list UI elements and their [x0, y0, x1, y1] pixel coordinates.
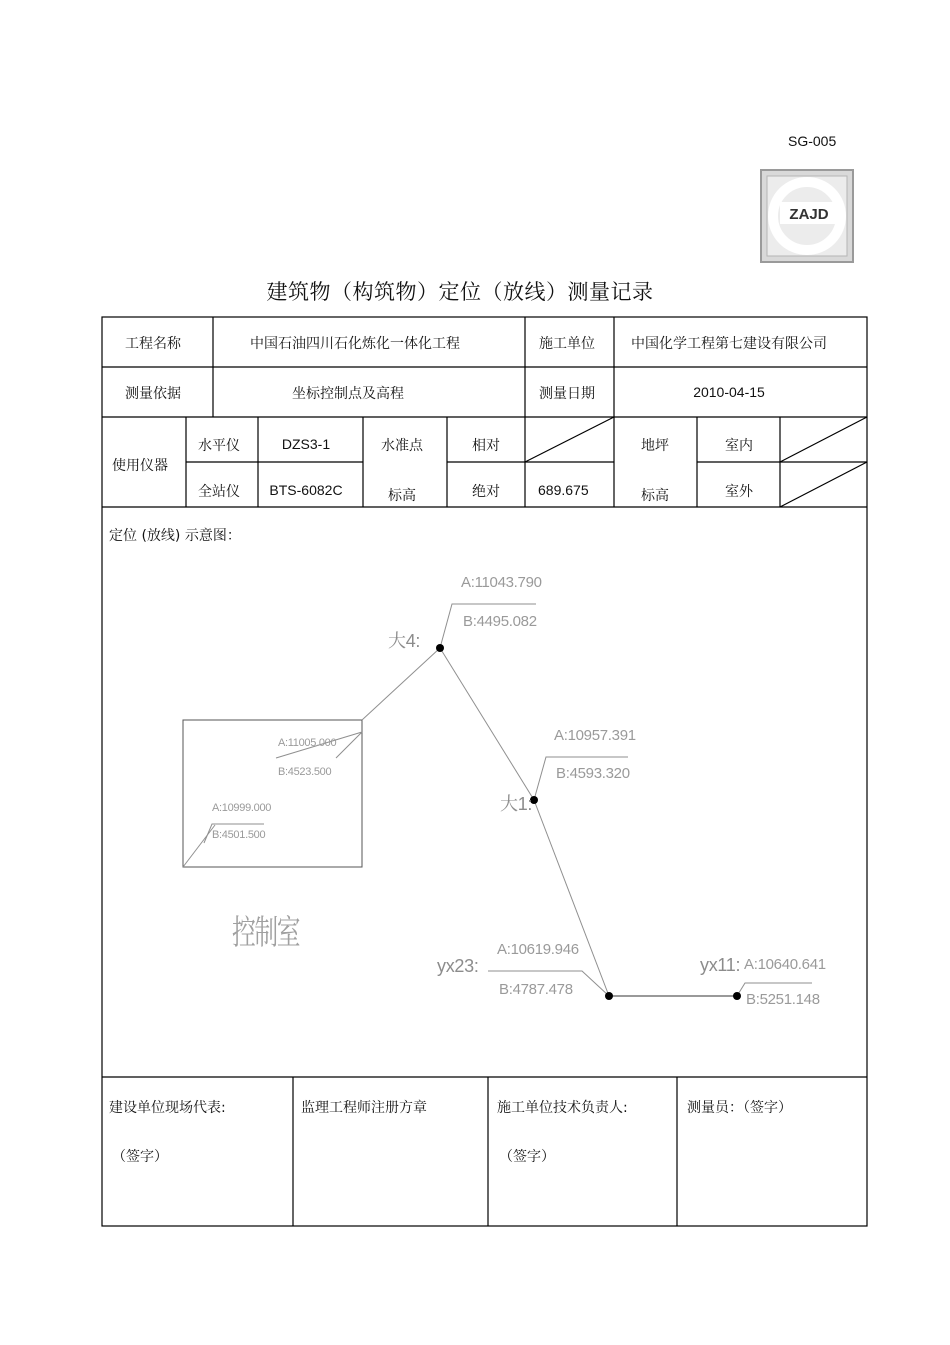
- supervisor-stamp-label: 监理工程师注册方章: [301, 1100, 427, 1116]
- control-room-label: 控制室: [232, 913, 300, 953]
- form-code: SG-005: [788, 133, 837, 149]
- document-title: 建筑物（构筑物）定位（放线）测量记录: [266, 280, 654, 304]
- owner-representative-label: 建设单位现场代表:: [109, 1100, 226, 1116]
- ground-elevation-label: 标高: [641, 488, 669, 504]
- absolute-label: 绝对: [472, 484, 500, 500]
- point-b-coordinate: B:4495.082: [463, 613, 537, 630]
- total-station-label: 全站仪: [198, 484, 240, 500]
- survey-date-label: 测量日期: [539, 386, 595, 402]
- control-point-marker: [436, 644, 444, 652]
- point-name: 大1:: [500, 794, 533, 814]
- instruments-label: 使用仪器: [112, 458, 168, 474]
- contractor-signature-label: （签字）: [499, 1149, 555, 1165]
- surveyor-label: 测量员：（签字）: [687, 1100, 792, 1116]
- point-a-coordinate: A:10619.946: [497, 941, 579, 958]
- contractor-value: 中国化学工程第七建设有限公司: [631, 336, 827, 352]
- contractor-label: 施工单位: [539, 336, 595, 352]
- corner-a-coordinate: A:10999.000: [212, 802, 272, 814]
- outdoor-label: 室外: [725, 484, 753, 500]
- survey-date-value: 2010-04-15: [693, 384, 765, 400]
- indoor-label: 室内: [725, 438, 753, 454]
- point-name: 大4:: [388, 631, 421, 651]
- diagram-caption: 定位 (放线) 示意图：: [109, 528, 241, 544]
- level-label: 水平仪: [198, 438, 240, 454]
- absolute-elevation-value: 689.675: [538, 482, 589, 498]
- point-b-coordinate: B:4593.320: [556, 765, 630, 782]
- owner-signature-label: （签字）: [112, 1149, 168, 1165]
- survey-line: [362, 648, 440, 720]
- project-name-value: 中国石油四川石化炼化一体化工程: [250, 336, 460, 352]
- building-diagonal: [183, 825, 215, 867]
- control-point-marker: [733, 992, 741, 1000]
- point-a-coordinate: A:11043.790: [461, 574, 542, 591]
- logo-text: ZAJD: [789, 206, 829, 223]
- corner-b-coordinate: B:4501.500: [212, 829, 266, 841]
- level-model: DZS3-1: [281, 436, 331, 452]
- survey-line: [440, 648, 534, 800]
- survey-basis-value: 坐标控制点及高程: [292, 386, 404, 402]
- corner-a-coordinate: A:11005.000: [278, 737, 337, 749]
- survey-basis-label: 测量依据: [125, 386, 181, 402]
- contractor-tech-lead-label: 施工单位技术负责人:: [497, 1100, 628, 1116]
- ground-label: 地坪: [641, 438, 669, 454]
- point-a-coordinate: A:10640.641: [744, 956, 826, 973]
- point-a-coordinate: A:10957.391: [554, 727, 636, 744]
- corner-b-coordinate: B:4523.500: [278, 766, 332, 778]
- benchmark-elevation-label: 标高: [388, 488, 416, 504]
- point-name: yx23:: [437, 956, 479, 976]
- point-name: yx11:: [700, 955, 741, 975]
- point-b-coordinate: B:4787.478: [499, 981, 573, 998]
- relative-label: 相对: [472, 438, 500, 454]
- project-name-label: 工程名称: [125, 336, 181, 352]
- control-point-marker: [605, 992, 613, 1000]
- point-b-coordinate: B:5251.148: [746, 991, 820, 1008]
- total-station-model: BTS-6082C: [269, 482, 343, 498]
- benchmark-label: 水准点: [381, 438, 423, 454]
- survey-line: [534, 800, 609, 996]
